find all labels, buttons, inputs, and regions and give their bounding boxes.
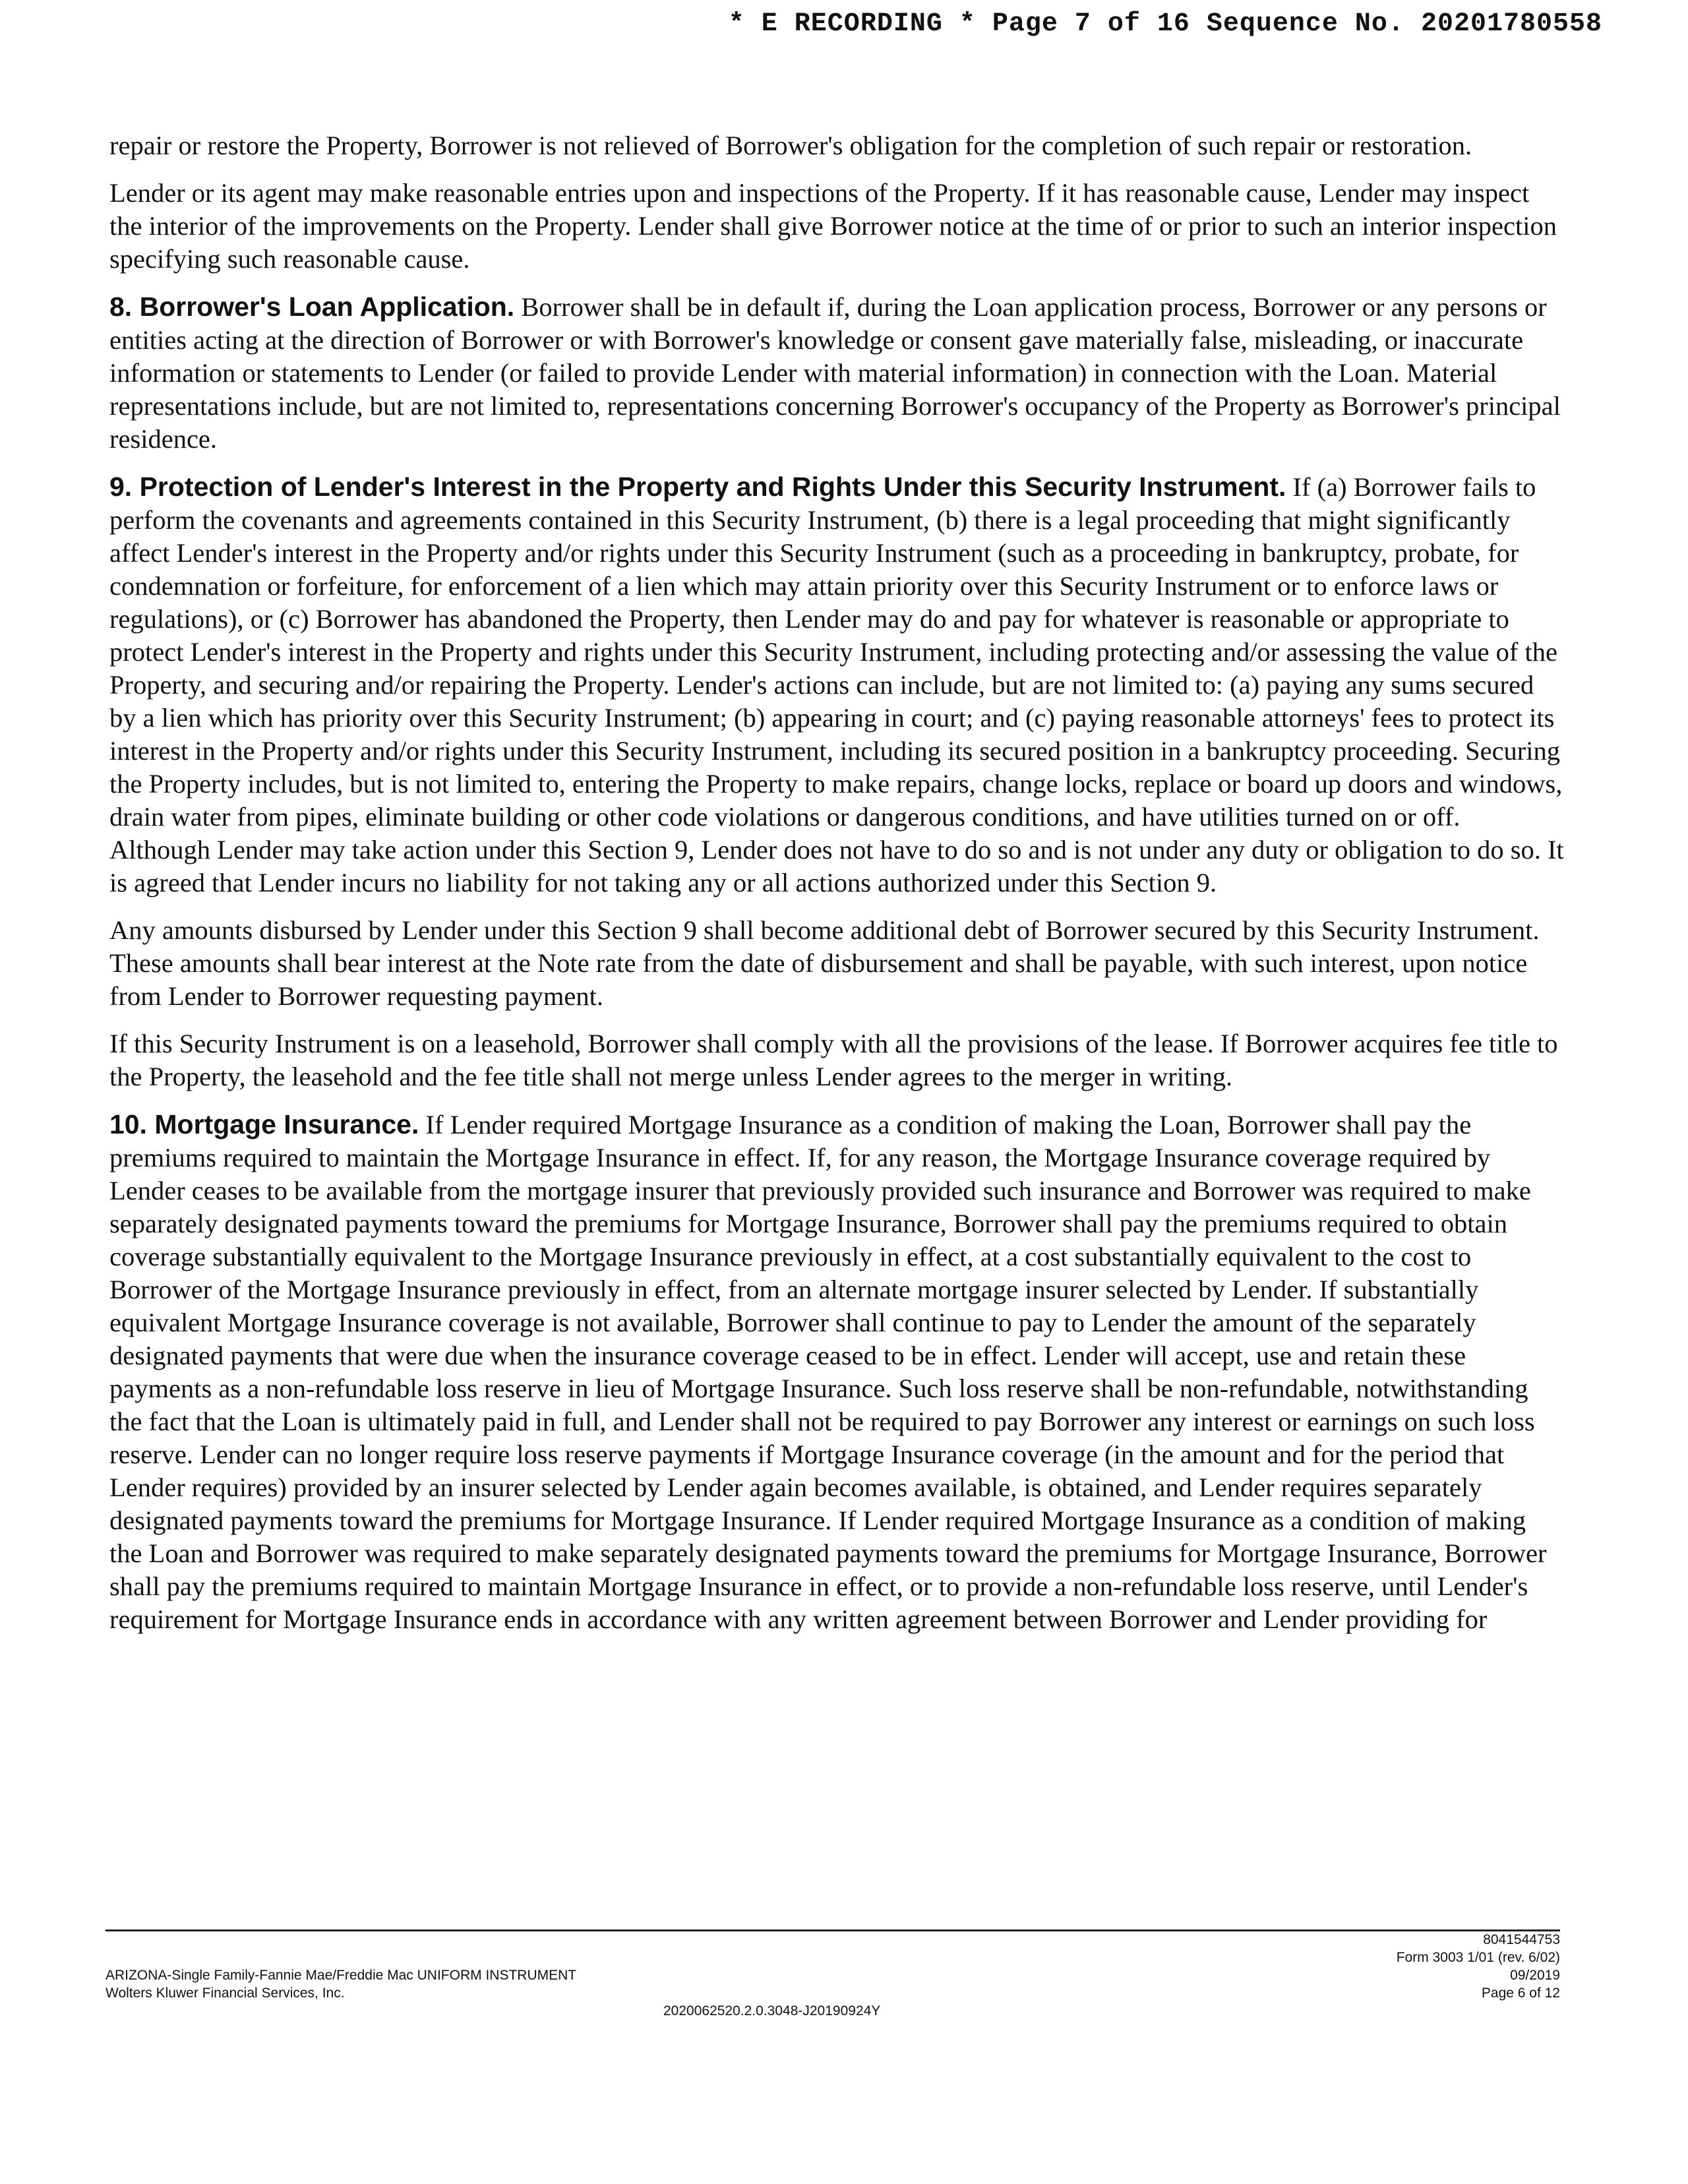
page-number: Page 6 of 12 [1481,1986,1560,2001]
section-8-text: Borrower shall be in default if, during the Loan application process, Borrower or any persons or entities acting at the direction of Borrower or with Borrower's knowledge or consent gave materially false, misleading, or inaccurate information or statements to Lender (or failed to provide Lender with material information) in connection with the Loan. Material representations include, but are not limited to, representations concerning Borrower's occupancy of the Property as Borrower's principal residence. [109,292,1561,454]
section-8-heading: 8. Borrower's Loan Application. [109,291,515,322]
section-9-text: If (a) Borrower fails to perform the covenants and agreements contained in this Security Instrument, (b) there is a legal proceeding that might significantly affect Lender's interest in the Property and/or rights under this Security Instrument (such as a proceeding in bankruptcy, probate, for condemnation or forfeiture, for enforcement of a lien which may attain priority over this Security Instrument or to enforce laws or regulations), or (c) Borrower has abandoned the Property, then Lender may do and pay for whatever is reasonable or appropriate to protect Lender's interest in the Property and rights under this Security Instrument, including protecting and/or assessing the value of the Property, and securing and/or repairing the Property. Lender's actions can include, but are not limited to: (a) paying any sums secured by a lien which has priority over this Security Instrument; (b) appearing in court; and (c) paying reasonable attorneys' fees to protect its interest in the Property and/or rights under this Security Instrument, including its secured position in a bankruptcy proceeding. Securing the Property includes, but is not limited to, entering the Property to make repairs, change locks, replace or board up doors and windows, drain water from pipes, eliminate building or other code violations or dangerous conditions, and have utilities turned on or off. Although Lender may take action under this Section 9, Lender does not have to do so and is not under any duty or obligation to do so. It is agreed that Lender incurs no liability for not taking any or all actions authorized under this Section 9. [109,472,1564,897]
form-date: 09/2019 [1510,1968,1560,1983]
paragraph: If this Security Instrument is on a leasehold, Borrower shall comply with all the provisions of the lease. If Borrower acquires fee title to the Property, the leasehold and the fee title shall not merge unless Lender agrees to the merger in writing. [109,1029,1558,1091]
section-10 [109,1108,1564,1636]
document-code: 2020062520.2.0.3048-J20190924Y [663,2003,881,2018]
paragraph: Lender or its agent may make reasonable entries upon and inspections of the Property. If it has reasonable cause, Lender may inspect the interior of the improvements on the Property. Lender shall give Borrower notice at the time of or prior to such an interior inspection specifying such reasonable cause. [109,178,1557,274]
footer-right [1397,1931,1560,2002]
section-9 [109,470,1564,899]
publisher: Wolters Kluwer Financial Services, Inc. [106,1986,345,2001]
section-8 [109,290,1564,456]
section-10-heading: 10. Mortgage Insurance. [109,1109,419,1139]
form-number: Form 3003 1/01 (rev. 6/02) [1396,1950,1560,1965]
paragraph: Any amounts disbursed by Lender under this Section 9 shall become additional debt of Borrower secured by this Security Instrument. These amounts shall bear interest at the Note rate from the date of disbursement and shall be payable, with such interest, upon notice from Lender to Borrower requesting payment. [109,915,1540,1011]
footer-left [106,1966,576,2002]
paragraph: repair or restore the Property, Borrower is not relieved of Borrower's obligation for the completion of such repair or restoration. [109,131,1472,160]
recording-header: * E RECORDING * Page 7 of 16 Sequence No. 20201780558 [728,9,1602,39]
document-body [109,129,1564,1651]
footer-divider [106,1929,1560,1931]
section-9-heading: 9. Protection of Lender's Interest in the Property and Rights Under this Security Instrument. [109,471,1286,502]
section-10-text: If Lender required Mortgage Insurance as a condition of making the Loan, Borrower shall pay the premiums required to maintain the Mortgage Insurance in effect. If, for any reason, the Mortgage Insurance coverage required by Lender ceases to be available from the mortgage insurer that previously provided such insurance and Borrower was required to make separately designated payments toward the premiums for Mortgage Insurance, Borrower shall pay the premiums required to obtain coverage substantially equivalent to the Mortgage Insurance previously in effect, at a cost substantially equivalent to the cost to Borrower of the Mortgage Insurance previously in effect, from an alternate mortgage insurer selected by Lender. If substantially equivalent Mortgage Insurance coverage is not available, Borrower shall continue to pay to Lender the amount of the separately designated payments that were due when the insurance coverage ceased to be in effect. Lender will accept, use and retain these payments as a non-refundable loss reserve in lieu of Mortgage Insurance. Such loss reserve shall be non-refundable, notwithstanding the fact that the Loan is ultimately paid in full, and Lender shall not be required to pay Borrower any interest or earnings on such loss reserve. Lender can no longer require loss reserve payments if Mortgage Insurance coverage (in the amount and for the period that Lender requires) provided by an insurer selected by Lender again becomes available, is obtained, and Lender requires separately designated payments toward the premiums for Mortgage Insurance. If Lender required Mortgage Insurance as a condition of making the Loan and Borrower was required to make separately designated payments toward the premiums for Mortgage Insurance, Borrower shall pay the premiums required to maintain Mortgage Insurance in effect, or to provide a non-refundable loss reserve, until Lender's requirement for Mortgage Insurance ends in accordance with any written agreement between Borrower and Lender providing for [109,1110,1547,1634]
form-title: ARIZONA-Single Family-Fannie Mae/Freddie Mac UNIFORM INSTRUMENT [106,1968,577,1983]
loan-number: 8041544753 [1483,1932,1560,1947]
